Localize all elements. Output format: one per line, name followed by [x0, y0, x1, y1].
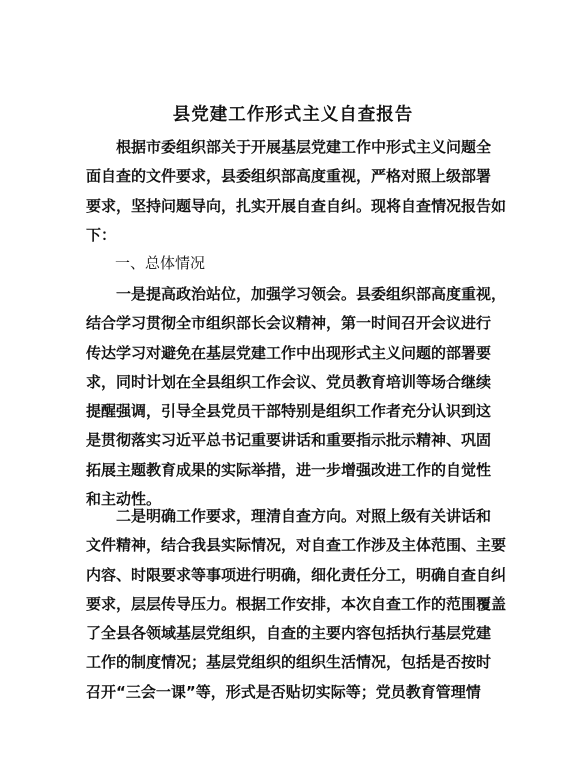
section-heading-overview: 一、总体情况: [115, 254, 206, 272]
intro-line: 下：: [86, 225, 117, 244]
document-title: 县党建工作形式主义自查报告: [172, 105, 414, 125]
paragraph-line: 要求，层层传导压力。根据工作安排，本次自查工作的范围覆盖: [86, 594, 507, 613]
paragraph-line: 了全县各领域基层党组织，自查的主要内容包括执行基层党建: [86, 624, 492, 643]
paragraph-line: 文件精神，结合我县实际情况，对自查工作涉及主体范围、主要: [86, 536, 507, 555]
paragraph-line: 传达学习对避免在基层党建工作中出现形式主义问题的部署要: [86, 343, 492, 362]
intro-line: 根据市委组织部关于开展基层党建工作中形式主义问题全: [116, 138, 492, 156]
paragraph-line: 工作的制度情况；基层党组织的组织生活情况，包括是否按时: [86, 653, 492, 672]
paragraph-line: 是贯彻落实习近平总书记重要讲话和重要指示批示精神、巩固: [86, 431, 492, 450]
paragraph-line: 和主动性。: [86, 490, 162, 509]
paragraph-one: [86, 280, 507, 514]
intro-line: 要求，坚持问题导向，扎实开展自查自纠。现将自查情况报告如: [86, 196, 507, 215]
paragraph-line: 二是明确工作要求，理清自查方向。对照上级有关讲话和: [116, 507, 492, 525]
paragraph-line: 召开“三会一课”等，形式是否贴切实际等；党员教育管理情: [86, 682, 481, 701]
paragraph-line: 一是提高政治站位，加强学习领会。县委组织部高度重视，: [116, 285, 507, 303]
paragraph-line: 拓展主题教育成果的实际举措，进一步增强改进工作的自觉性: [86, 460, 492, 479]
paragraph-two: [86, 502, 507, 707]
intro-line: 面自查的文件要求，县委组织部高度重视，严格对照上级部署: [86, 167, 492, 186]
paragraph-line: 结合学习贯彻全市组织部长会议精神，第一时间召开会议进行: [86, 314, 492, 333]
paragraph-line: 求，同时计划在全县组织工作会议、党员教育培训等场合继续: [86, 372, 492, 391]
paragraph-line: 提醒强调，引导全县党员干部特别是组织工作者充分认识到这: [86, 402, 492, 421]
paragraph-line: 内容、时限要求等事项进行明确，细化责任分工，明确自查自纠: [86, 565, 507, 584]
intro-paragraph: [86, 133, 507, 250]
